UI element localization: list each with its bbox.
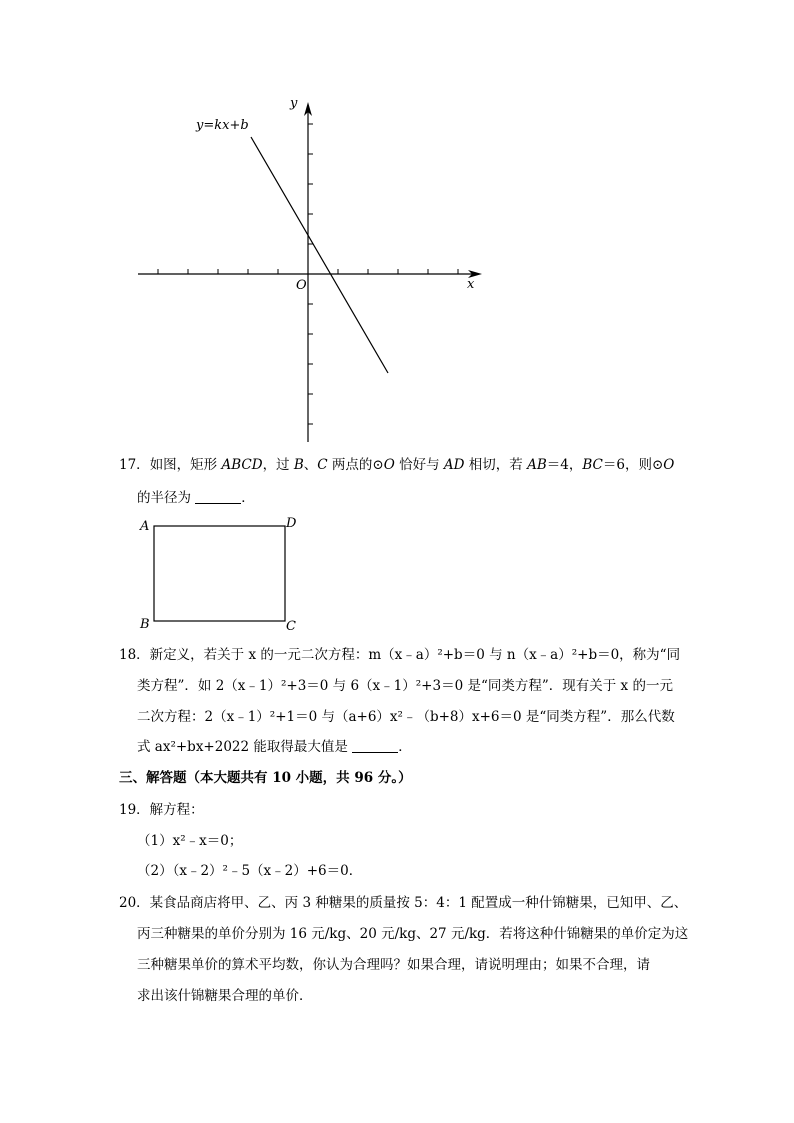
- x-axis-label: x: [467, 277, 475, 292]
- section-heading: 三、解答题（本大题共有 10 小题，共 96 分。）: [119, 770, 412, 786]
- q18-line1: 18．新定义，若关于 x 的一元二次方程：m（x﹣a）²+b＝0 与 n（x﹣a）²+b＝0，称为“同: [119, 647, 681, 663]
- q19-part1: （1）x²﹣x＝0；: [137, 833, 243, 849]
- line-y-kx-b: [251, 137, 388, 373]
- vertex-b: B: [140, 617, 150, 632]
- origin-label: O: [296, 278, 307, 293]
- q18-line4: 式 ax²+bx+2022 能取得最大值是 ．: [137, 739, 412, 755]
- q18-line3: 二次方程：2（x﹣1）²+1＝0 与（a+6）x²﹣（b+8）x+6＝0 是“同类方程”．那么代数: [137, 709, 675, 725]
- answer-blank[interactable]: [352, 738, 398, 753]
- rectangle-abcd: [154, 526, 285, 621]
- q20-line4: 求出该什锦糖果合理的单价．: [137, 988, 313, 1004]
- vertex-c: C: [286, 619, 296, 634]
- q17-line2: 的半径为 ．: [137, 490, 255, 506]
- q19-title: 19．解方程：: [119, 802, 204, 818]
- rectangle-figure: [135, 512, 305, 634]
- answer-blank[interactable]: [195, 489, 241, 504]
- q20-line3: 三种糖果单价的算术平均数，你认为合理吗？如果合理，请说明理由；如果不合理，请: [137, 957, 650, 973]
- coordinate-graph: [120, 90, 500, 450]
- q19-part2: （2）（x﹣2）²﹣5（x﹣2）+6＝0．: [137, 863, 363, 879]
- q18-line2: 类方程”．如 2（x﹣1）²+3＝0 与 6（x﹣1）²+3＝0 是“同类方程”．现有关于 x 的一元: [137, 678, 673, 694]
- q20-line1: 20．某食品商店将甲、乙、丙 3 种糖果的质量按 5：4：1 配置成一种什锦糖果，已知甲、乙、: [119, 895, 688, 911]
- q20-line2: 丙三种糖果的单价分别为 16 元/kg、20 元/kg、27 元/kg．若将这种什锦糖果的单价定为这: [137, 926, 689, 942]
- y-axis-label: y: [290, 96, 298, 111]
- line-label: y=kx+b: [196, 118, 249, 133]
- vertex-d: D: [286, 516, 297, 531]
- q17-line1: 17．如图，矩形 ABCD，过 B、C 两点的⊙O 恰好与 AD 相切，若 AB＝4，BC＝6，则⊙O: [119, 457, 675, 473]
- vertex-a: A: [140, 519, 150, 534]
